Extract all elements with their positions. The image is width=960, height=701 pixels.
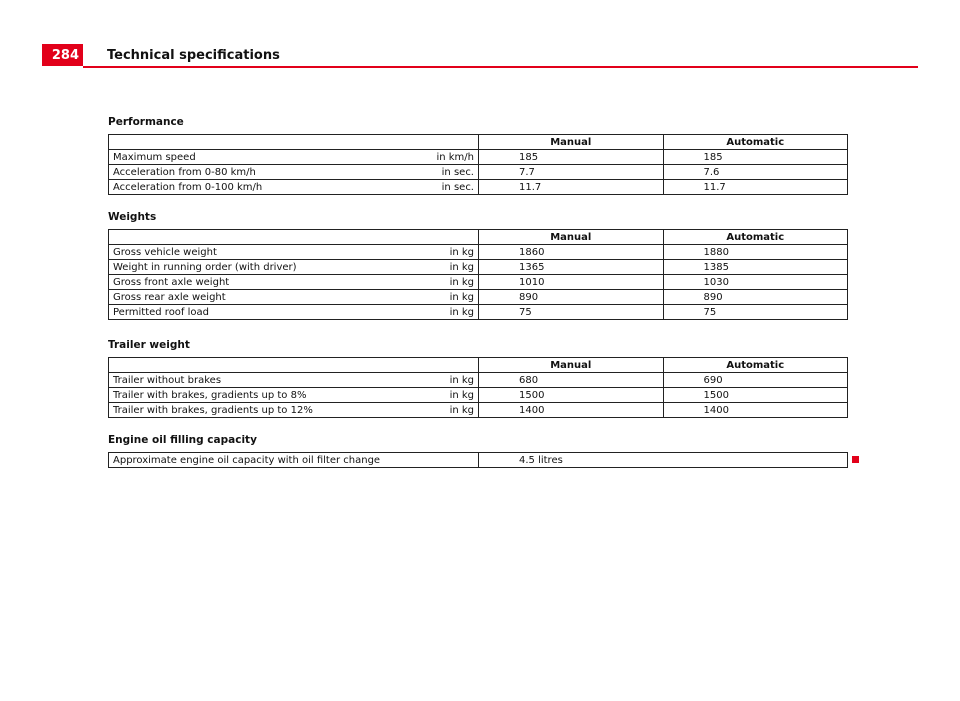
section-end-marker [852, 456, 859, 463]
table-row [109, 453, 848, 468]
table-row [109, 290, 848, 305]
table-row [109, 305, 848, 320]
automatic-value: 185 [663, 150, 848, 165]
oil-table [108, 452, 848, 468]
row-unit: in km/h [436, 152, 474, 163]
manual-value: 1010 [479, 275, 664, 290]
automatic-value: 1400 [663, 403, 848, 418]
automatic-value: 890 [663, 290, 848, 305]
row-unit: in kg [449, 247, 474, 258]
table-row [109, 245, 848, 260]
table-header-row [109, 230, 848, 245]
header-automatic: Automatic [663, 230, 848, 245]
row-label: Gross vehicle weight [113, 246, 217, 258]
automatic-value: 1385 [663, 260, 848, 275]
manual-value: 1860 [479, 245, 664, 260]
automatic-value: 690 [663, 373, 848, 388]
manual-value: 1400 [479, 403, 664, 418]
header-empty-cell [109, 135, 479, 150]
manual-value: 890 [479, 290, 664, 305]
automatic-value: 7.6 [663, 165, 848, 180]
trailer-title: Trailer weight [108, 339, 190, 351]
row-label: Maximum speed [113, 151, 196, 163]
automatic-value: 1030 [663, 275, 848, 290]
manual-value: 7.7 [479, 165, 664, 180]
weights-table [108, 229, 848, 320]
header-automatic: Automatic [663, 358, 848, 373]
performance-title: Performance [108, 116, 184, 128]
header-empty-cell [109, 358, 479, 373]
automatic-value: 75 [663, 305, 848, 320]
row-unit: in kg [449, 262, 474, 273]
table-header-row [109, 135, 848, 150]
header-manual: Manual [479, 135, 664, 150]
row-unit: in sec. [441, 182, 474, 193]
manual-value: 1365 [479, 260, 664, 275]
header-rule [83, 66, 918, 68]
weights-title: Weights [108, 211, 157, 223]
row-unit: in kg [449, 307, 474, 318]
manual-value: 1500 [479, 388, 664, 403]
header-empty-cell [109, 230, 479, 245]
table-row [109, 180, 848, 195]
row-label: Weight in running order (with driver) [113, 261, 297, 273]
manual-value: 11.7 [479, 180, 664, 195]
row-label: Permitted roof load [113, 306, 210, 318]
page-number: 284 [42, 44, 83, 66]
row-unit: in sec. [441, 167, 474, 178]
row-label: Acceleration from 0-80 km/h [113, 166, 256, 178]
row-label: Trailer without brakes [113, 374, 222, 386]
row-unit: in kg [449, 277, 474, 288]
manual-value: 185 [479, 150, 664, 165]
row-unit: in kg [449, 292, 474, 303]
row-unit: in kg [449, 390, 474, 401]
trailer-table [108, 357, 848, 418]
table-row [109, 403, 848, 418]
header-manual: Manual [479, 230, 664, 245]
table-row [109, 275, 848, 290]
automatic-value: 1500 [663, 388, 848, 403]
table-row [109, 388, 848, 403]
manual-value: 75 [479, 305, 664, 320]
row-label: Acceleration from 0-100 km/h [113, 181, 263, 193]
page-header [42, 44, 918, 68]
oil-capacity-value: 4.5 litres [479, 453, 848, 468]
header-automatic: Automatic [663, 135, 848, 150]
row-label: Trailer with brakes, gradients up to 8% [113, 389, 307, 401]
automatic-value: 1880 [663, 245, 848, 260]
manual-value: 680 [479, 373, 664, 388]
table-row [109, 260, 848, 275]
table-header-row [109, 358, 848, 373]
table-row [109, 373, 848, 388]
row-label: Gross rear axle weight [113, 291, 226, 303]
oil-title: Engine oil filling capacity [108, 434, 257, 446]
performance-table [108, 134, 848, 195]
row-unit: in kg [449, 405, 474, 416]
automatic-value: 11.7 [663, 180, 848, 195]
table-row [109, 165, 848, 180]
row-label: Gross front axle weight [113, 276, 230, 288]
table-row [109, 150, 848, 165]
row-unit: in kg [449, 375, 474, 386]
header-manual: Manual [479, 358, 664, 373]
row-label: Approximate engine oil capacity with oil filter change [109, 453, 479, 468]
row-label: Trailer with brakes, gradients up to 12% [113, 404, 313, 416]
page-title: Technical specifications [107, 48, 280, 63]
